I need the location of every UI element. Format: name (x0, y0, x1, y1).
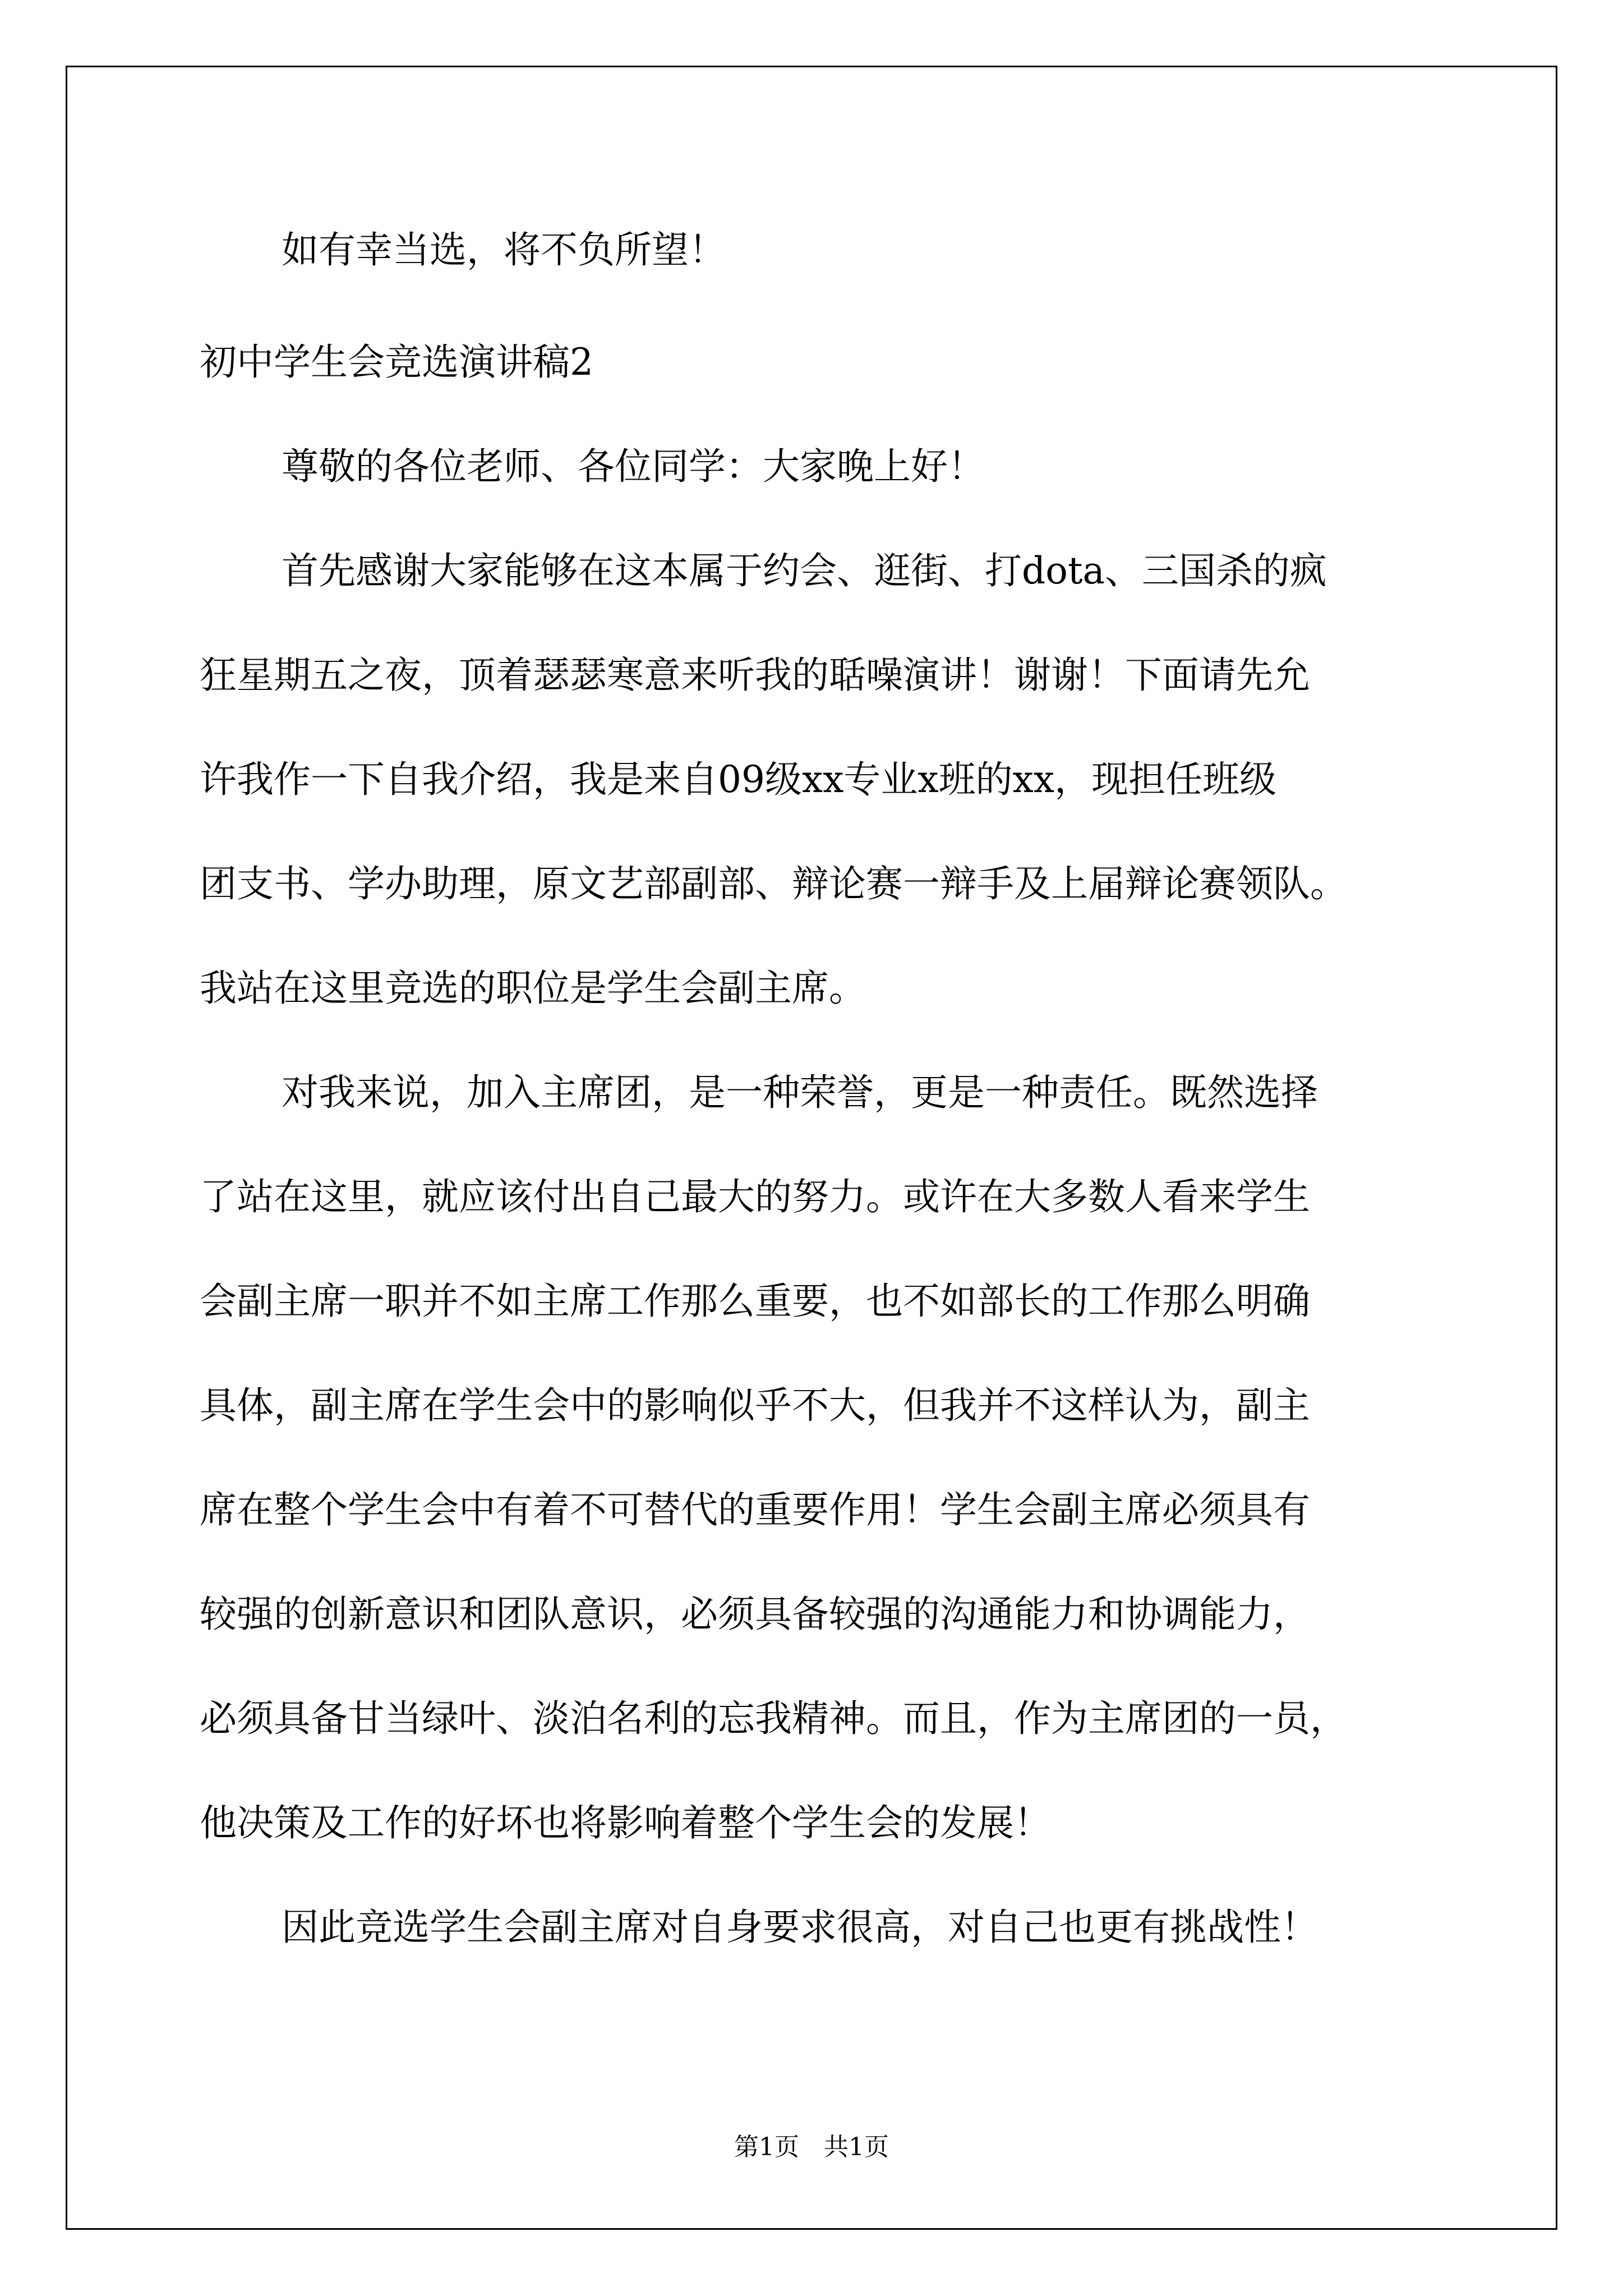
paragraph-line: 他决策及工作的好坏也将影响着整个学生会的发展！ (200, 1801, 1051, 1844)
paragraph-line: 必须具备甘当绿叶、淡泊名利的忘我精神。而且，作为主席团的一员， (200, 1697, 1347, 1740)
paragraph-line: 许我作一下自我介绍，我是来自09级xx专业x班的xx，现担任班级 (200, 758, 1277, 801)
paragraph-line: 首先感谢大家能够在这本属于约会、逛街、打dota、三国杀的疯 (282, 549, 1327, 592)
paragraph-line: 如有幸当选，将不负所望！ (282, 228, 726, 272)
paragraph-line: 对我来说，加入主席团，是一种荣誉，更是一种责任。既然选择 (282, 1071, 1318, 1114)
paragraph-line: 会副主席一职并不如主席工作那么重要，也不如部长的工作那么明确 (200, 1280, 1310, 1323)
paragraph-line: 我站在这里竞选的职位是学生会副主席。 (200, 967, 866, 1010)
page-footer: 第1页 共1页 (734, 2133, 889, 2161)
paragraph-line: 团支书、学办助理，原文艺部副部、辩论赛一辩手及上届辩论赛领队。 (200, 862, 1347, 905)
paragraph-line: 较强的创新意识和团队意识，必须具备较强的沟通能力和协调能力， (200, 1593, 1310, 1636)
paragraph-line: 了站在这里，就应该付出自己最大的努力。或许在大多数人看来学生 (200, 1175, 1310, 1218)
paragraph-line: 尊敬的各位老师、各位同学：大家晚上好！ (282, 445, 985, 488)
section-title: 初中学生会竞选演讲稿2 (200, 341, 593, 384)
paragraph-line: 因此竞选学生会副主席对自身要求很高，对自己也更有挑战性！ (282, 1906, 1318, 1949)
paragraph-line: 席在整个学生会中有着不可替代的重要作用！学生会副主席必须具有 (200, 1488, 1310, 1531)
paragraph-line: 具体，副主席在学生会中的影响似乎不大，但我并不这样认为，副主 (200, 1384, 1310, 1427)
paragraph-line: 狂星期五之夜，顶着瑟瑟寒意来听我的聒噪演讲！谢谢！下面请先允 (200, 654, 1310, 697)
